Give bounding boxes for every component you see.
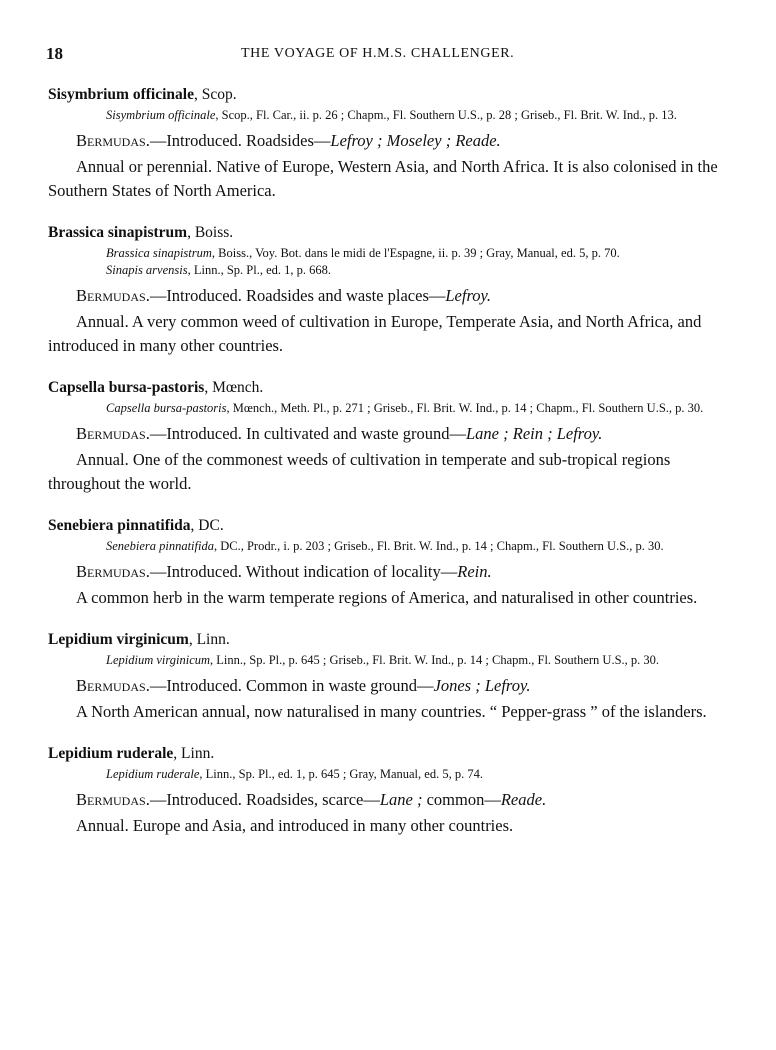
locality-status: .—Introduced. (145, 562, 242, 581)
species-name (48, 377, 732, 399)
species-name (48, 515, 732, 537)
locality-line (76, 674, 732, 698)
species-entry (48, 515, 732, 610)
species-name (48, 629, 732, 651)
reference (106, 538, 732, 555)
species-authority: , Scop. (193, 86, 237, 103)
reference-name: Lepidium virginicum (106, 653, 211, 667)
reference (106, 107, 732, 124)
locality-place: Bermudas (76, 790, 146, 809)
locality-place: Bermudas (76, 424, 146, 443)
locality-place: Bermudas (76, 676, 146, 695)
locality-habitat: Without indication of locality— (245, 562, 458, 581)
page-number: 18 (46, 44, 63, 63)
species-binomial: Brassica sinapistrum (48, 224, 188, 241)
locality-line (76, 422, 732, 446)
locality-habitat: common— (426, 790, 501, 809)
species-entry (48, 743, 732, 838)
locality-status: .—Introduced. (145, 286, 242, 305)
species-notes: A common herb in the warm temperate regions of America, and naturalised in other countries. (76, 588, 698, 607)
locality-line (76, 788, 732, 812)
locality-status: .—Introduced. (145, 790, 242, 809)
reference-name: Lepidium ruderale (106, 767, 200, 781)
species-entry (48, 84, 732, 203)
reference (106, 766, 732, 783)
species-authority: , Linn. (188, 631, 230, 648)
species-notes: Annual or perennial. Native of Europe, Western Asia, and North Africa. It is also colonised in the Southern States of North America. (48, 157, 718, 200)
species-name (48, 222, 732, 244)
species-notes: Annual. A very common weed of cultivation in Europe, Temperate Asia, and North Africa, and introduced in many other countries. (48, 312, 702, 355)
locality-habitat: Roadsides— (246, 131, 331, 150)
references (106, 538, 732, 555)
locality-collectors: Jones ; Lefroy. (433, 676, 531, 695)
species-binomial: Capsella bursa-pastoris (48, 379, 205, 396)
page-header (46, 44, 736, 68)
references (106, 400, 732, 417)
reference-text: , Boiss., Voy. Bot. dans le midi de l'Espagne, ii. p. 39 ; Gray, Manual, ed. 5, p. 70. (211, 246, 620, 260)
locality-habitat: Common in waste ground— (246, 676, 434, 695)
species-notes: Annual. Europe and Asia, and introduced in many other countries. (76, 816, 514, 835)
locality-collectors: Lefroy. (445, 286, 492, 305)
species-name (48, 84, 732, 106)
reference (106, 245, 732, 262)
species-notes: Annual. One of the commonest weeds of cultivation in temperate and sub-tropical regions throughout the world. (48, 450, 671, 493)
locality-status: .—Introduced. (145, 424, 242, 443)
locality-collectors: Lefroy ; Moseley ; Reade. (330, 131, 501, 150)
references (106, 652, 732, 669)
reference-text: , DC., Prodr., i. p. 203 ; Griseb., Fl. Brit. W. Ind., p. 14 ; Chapm., Fl. Southern U.S., p. 30. (213, 539, 664, 553)
locality-habitat: Roadsides and waste places— (246, 286, 446, 305)
locality-collectors: Reade. (500, 790, 547, 809)
species-entries (48, 84, 732, 857)
species-binomial: Sisymbrium officinale (48, 86, 194, 103)
species-name (48, 743, 732, 765)
species-entry (48, 222, 732, 358)
references (106, 107, 732, 124)
locality-line (76, 560, 732, 584)
species-binomial: Lepidium virginicum (48, 631, 189, 648)
reference-text: , Scop., Fl. Car., ii. p. 26 ; Chapm., Fl. Southern U.S., p. 28 ; Griseb., Fl. Brit. W. Ind., p. 13. (215, 108, 677, 122)
reference-name: Brassica sinapistrum (106, 246, 212, 260)
locality-habitat: Roadsides, scarce— (246, 790, 380, 809)
locality-status: .—Introduced. (145, 676, 242, 695)
reference-name: Capsella bursa-pastoris (106, 401, 227, 415)
species-binomial: Lepidium ruderale (48, 745, 174, 762)
reference-name: Sinapis arvensis (106, 263, 188, 277)
locality-habitat: In cultivated and waste ground— (246, 424, 466, 443)
locality-collectors: Lane ; (379, 790, 427, 809)
locality-collectors: Rein. (457, 562, 492, 581)
locality-place: Bermudas (76, 131, 146, 150)
locality-collectors: Lane ; Rein ; Lefroy. (466, 424, 603, 443)
reference-name: Sisymbrium officinale (106, 108, 216, 122)
species-entry (48, 629, 732, 724)
species-authority: , Linn. (173, 745, 215, 762)
reference (106, 262, 732, 279)
references (106, 766, 732, 783)
reference-name: Senebiera pinnatifida (106, 539, 214, 553)
locality-status: .—Introduced. (145, 131, 242, 150)
locality-place: Bermudas (76, 562, 146, 581)
species-binomial: Senebiera pinnatifida (48, 517, 191, 534)
locality-line (76, 284, 732, 308)
species-notes: A North American annual, now naturalised in many countries. “ Pepper-grass ” of the islanders. (76, 702, 707, 721)
locality-line (76, 129, 732, 153)
running-title: THE VOYAGE OF H.M.S. CHALLENGER. (241, 46, 515, 61)
species-authority: , Boiss. (187, 224, 234, 241)
locality-place: Bermudas (76, 286, 146, 305)
reference (106, 400, 732, 417)
references (106, 245, 732, 279)
reference-text: , Mœnch., Meth. Pl., p. 271 ; Griseb., Fl. Brit. W. Ind., p. 14 ; Chapm., Fl. Southern U.S., p. 30. (226, 401, 704, 415)
reference-text: , Linn., Sp. Pl., p. 645 ; Griseb., Fl. Brit. W. Ind., p. 14 ; Chapm., Fl. Southern U.S., p. 30. (210, 653, 660, 667)
species-authority: , Mœnch. (204, 379, 264, 396)
reference (106, 652, 732, 669)
species-entry (48, 377, 732, 496)
reference-text: , Linn., Sp. Pl., ed. 1, p. 645 ; Gray, Manual, ed. 5, p. 74. (199, 767, 483, 781)
reference-text: , Linn., Sp. Pl., ed. 1, p. 668. (187, 263, 332, 277)
species-authority: , DC. (190, 517, 224, 534)
